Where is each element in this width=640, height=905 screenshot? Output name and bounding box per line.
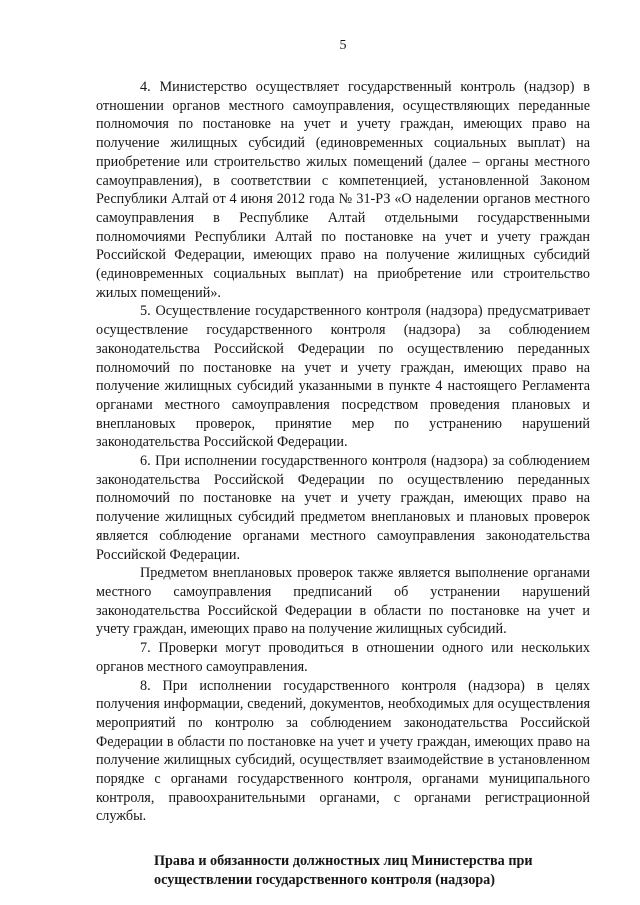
paragraph-6-continued: Предметом внеплановых проверок также является выполнение органами местного самоуправления предписаний об устранении нарушений законодательства Российской Федерации в области по постановке на учет и учету граждан, имеющих право на получение жилищных субсидий.	[96, 565, 590, 638]
paragraph-7: 7. Проверки могут проводиться в отношении одного или нескольких органов местного самоуправления.	[96, 640, 590, 675]
paragraph-6: 6. При исполнении государственного контроля (надзора) за соблюдением законодательства Российской Федерации по осуществлению переданных полномочий по постановке на учет и учету граждан, имеющих право на получение жилищных субсидий предметом внеплановых и плановых проверок является соблюдение органами местного самоуправления законодательства Российской Федерации.	[96, 453, 590, 563]
paragraph-8: 8. При исполнении государственного контроля (надзора) в целях получения информации, сведений, документов, необходимых для осуществления мероприятий по контролю за соблюдением законодательства Российской Федерации в области по постановке на учет и учету граждан, имеющих право на получение жилищных субсидий, осуществляет взаимодействие в установленном порядке с органами государственного контроля, органами муниципального контроля, правоохранительными органами, с органами регистрационной службы.	[96, 677, 590, 825]
section-heading-line-2: осуществлении государственного контроля (надзора)	[154, 872, 496, 889]
page-number: 5	[339, 38, 347, 53]
paragraph-4: 4. Министерство осуществляет государственный контроль (надзор) в отношении органов местного самоуправления, осуществляющих переданные полномочия по постановке на учет и учету граждан, имеющих право на получение жилищных субсидий (единовременных социальных выплат) на приобретение или строительство жилых помещений (далее – органы местного самоуправления), в соответствии с компетенцией, установленной Законом Республики Алтай от 4 июня 2012 года № 31-РЗ «О наделении органов местного самоуправления в Республике Алтай отдельными государственными полномочиями Республики Алтай по постановке на учет и учету граждан Российской Федерации, имеющих право на получение жилищных субсидий (единовременных социальных выплат) на приобретение или строительство жилых помещений».	[96, 79, 590, 301]
section-heading	[154, 852, 590, 890]
section-heading-line-1: Права и обязанности должностных лиц Министерства при	[154, 853, 533, 870]
paragraph-5: 5. Осуществление государственного контроля (надзора) предусматривает осуществление государственного контроля (надзора) за соблюдением законодательства Российской Федерации по осуществлению переданных полномочий по постановке на учет и учету граждан, имеющих право на получение жилищных субсидий указанными в пункте 4 настоящего Регламента органами местного самоуправления посредством проведения плановых и внеплановых проверок, принятие мер по устранению нарушений законодательства Российской Федерации.	[96, 303, 590, 451]
